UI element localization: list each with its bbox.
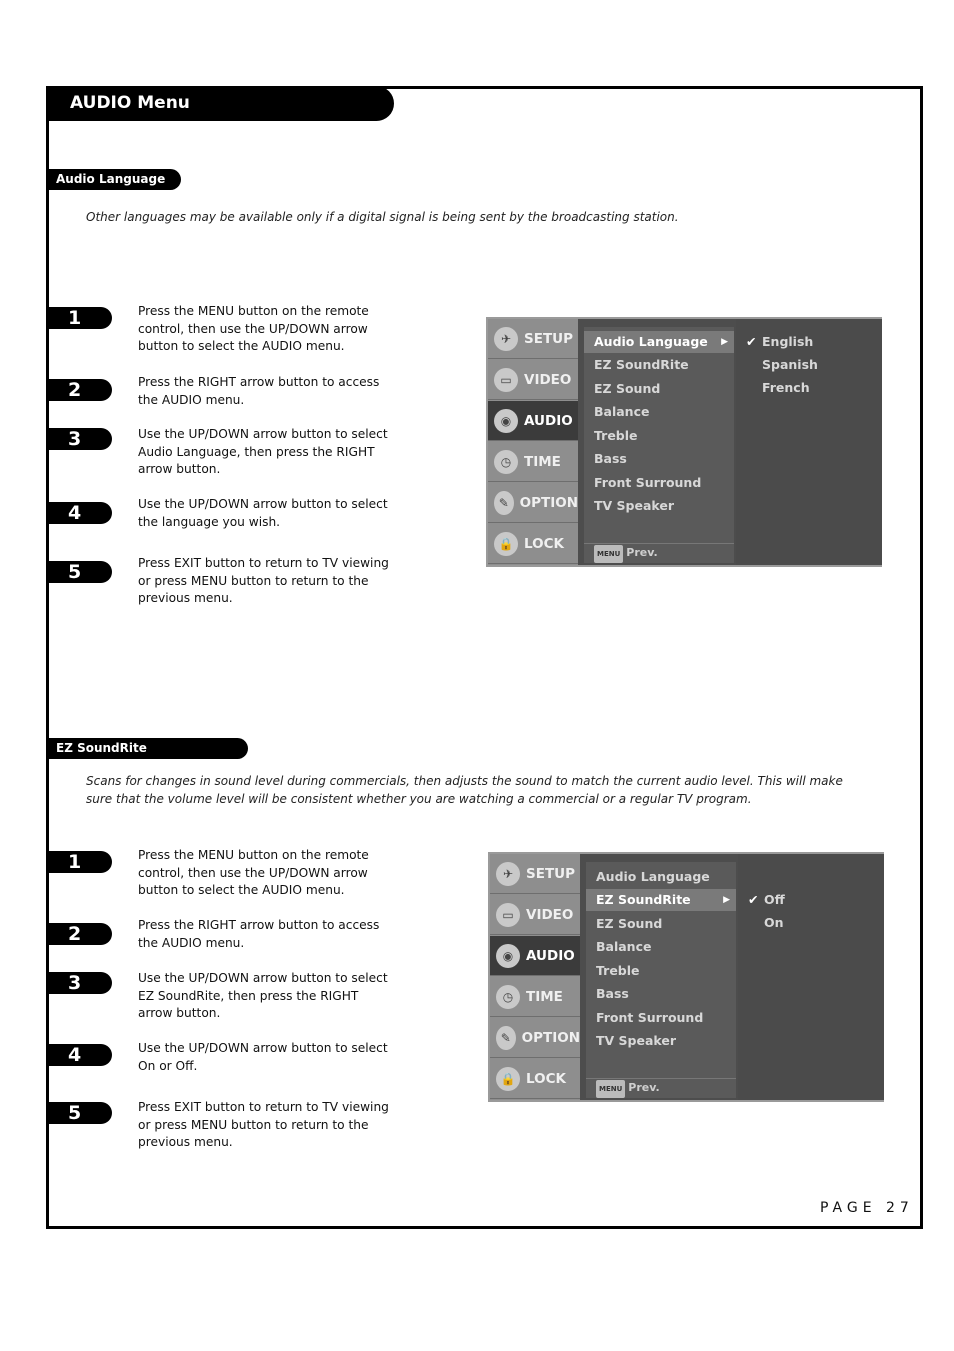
osd-category-lock: 🔒 LOCK bbox=[488, 524, 578, 564]
osd-menu-screenshot bbox=[486, 317, 882, 567]
wrench-icon: ✎ bbox=[496, 1026, 516, 1050]
osd-category-option: ✎ OPTION bbox=[488, 483, 578, 523]
osd-item: Bass bbox=[594, 451, 627, 466]
menu-key-icon: MENU bbox=[594, 545, 623, 563]
clock-icon: ◷ bbox=[496, 985, 520, 1009]
osd-item: EZ Sound bbox=[596, 916, 663, 931]
tv-icon: ▭ bbox=[496, 903, 520, 927]
osd-item: Treble bbox=[594, 428, 638, 443]
step-text: Use the UP/DOWN arrow button to select Audio Language, then press the RIGHT arrow button. bbox=[138, 427, 388, 477]
checkmark-icon: ✔ bbox=[748, 892, 759, 907]
osd-category-setup: ✈ SETUP bbox=[488, 319, 578, 359]
tv-icon: ▭ bbox=[494, 368, 518, 392]
speaker-icon: ◉ bbox=[494, 409, 518, 433]
osd-item: EZ SoundRite ▶ bbox=[586, 889, 736, 911]
osd-category-video: ▭ VIDEO bbox=[490, 895, 580, 935]
osd-prev-hint: MENU Prev. bbox=[584, 543, 734, 561]
osd-item: Audio Language bbox=[596, 869, 710, 884]
osd-item: Front Surround bbox=[594, 475, 702, 490]
osd-prev-hint: MENU Prev. bbox=[586, 1078, 736, 1096]
osd-item: EZ Sound bbox=[594, 381, 661, 396]
page-number: PAGE 27 bbox=[820, 1200, 914, 1216]
osd-item: EZ SoundRite bbox=[594, 357, 689, 372]
osd-item: Balance bbox=[594, 404, 650, 419]
section-tab-ez-soundrite: EZ SoundRite bbox=[46, 738, 248, 759]
osd-category-lock: 🔒 LOCK bbox=[490, 1059, 580, 1099]
page-title: AUDIO Menu bbox=[46, 86, 394, 121]
step-number: 4 bbox=[48, 502, 112, 524]
lock-icon: 🔒 bbox=[496, 1067, 520, 1091]
osd-item: Front Surround bbox=[596, 1010, 704, 1025]
osd-category-setup: ✈ SETUP bbox=[490, 854, 580, 894]
step-text: Press the RIGHT arrow button to access the AUDIO menu. bbox=[138, 918, 380, 950]
satellite-icon: ✈ bbox=[494, 327, 518, 351]
step-number: 1 bbox=[48, 851, 112, 873]
osd-option-selected: ✔ Off bbox=[748, 889, 878, 911]
step-text: Use the UP/DOWN arrow button to select EZ SoundRite, then press the RIGHT arrow button. bbox=[138, 971, 388, 1021]
osd-category-audio: ◉ AUDIO bbox=[488, 401, 578, 441]
osd-option: On bbox=[764, 915, 784, 930]
osd-category-column bbox=[488, 319, 578, 565]
osd-category-audio: ◉ AUDIO bbox=[490, 936, 580, 976]
osd-item: Treble bbox=[596, 963, 640, 978]
step-number: 5 bbox=[48, 1102, 112, 1124]
osd-item: TV Speaker bbox=[594, 498, 675, 513]
step-text: Use the UP/DOWN arrow button to select the language you wish. bbox=[138, 497, 388, 529]
osd-option-list bbox=[738, 854, 884, 1100]
osd-menu-screenshot bbox=[488, 852, 884, 1102]
step-text: Press EXIT button to return to TV viewing or press MENU button to return to the previous menu. bbox=[138, 1100, 389, 1150]
section-tab-audio-language: Audio Language bbox=[46, 169, 181, 190]
step-text: Press the RIGHT arrow button to access the AUDIO menu. bbox=[138, 375, 380, 407]
speaker-icon: ◉ bbox=[496, 944, 520, 968]
osd-category-time: ◷ TIME bbox=[490, 977, 580, 1017]
step-text: Press the MENU button on the remote control, then use the UP/DOWN arrow button to select the AUDIO menu. bbox=[138, 848, 369, 898]
osd-option: Spanish bbox=[762, 357, 818, 372]
step-text: Press the MENU button on the remote control, then use the UP/DOWN arrow button to select the AUDIO menu. bbox=[138, 304, 369, 354]
wrench-icon: ✎ bbox=[494, 491, 514, 515]
step-number: 3 bbox=[48, 428, 112, 450]
osd-item: Bass bbox=[596, 986, 629, 1001]
checkmark-icon: ✔ bbox=[746, 334, 757, 349]
osd-item: Audio Language ▶ bbox=[584, 331, 734, 353]
osd-option-list bbox=[736, 319, 882, 565]
step-text: Use the UP/DOWN arrow button to select On or Off. bbox=[138, 1041, 388, 1073]
osd-option: French bbox=[762, 380, 810, 395]
satellite-icon: ✈ bbox=[496, 862, 520, 886]
step-number: 1 bbox=[48, 307, 112, 329]
menu-key-icon: MENU bbox=[596, 1080, 625, 1098]
osd-category-column bbox=[490, 854, 580, 1100]
triangle-right-icon: ▶ bbox=[723, 895, 730, 905]
osd-option-selected: ✔ English bbox=[746, 331, 876, 353]
step-number: 5 bbox=[48, 561, 112, 583]
osd-item-list bbox=[586, 862, 736, 1098]
osd-item-list bbox=[584, 327, 734, 563]
osd-category-time: ◷ TIME bbox=[488, 442, 578, 482]
step-number: 2 bbox=[48, 923, 112, 945]
osd-item: Balance bbox=[596, 939, 652, 954]
clock-icon: ◷ bbox=[494, 450, 518, 474]
step-text: Press EXIT button to return to TV viewing or press MENU button to return to the previous menu. bbox=[138, 556, 389, 606]
step-number: 3 bbox=[48, 972, 112, 994]
osd-item: TV Speaker bbox=[596, 1033, 677, 1048]
section-note: Scans for changes in sound level during commercials, then adjusts the sound to match the current audio level. This will make sure that the volume level will be consistent whether you are watching a commercial or a regular TV program. bbox=[86, 774, 843, 806]
step-number: 2 bbox=[48, 379, 112, 401]
step-number: 4 bbox=[48, 1044, 112, 1066]
osd-category-option: ✎ OPTION bbox=[490, 1018, 580, 1058]
lock-icon: 🔒 bbox=[494, 532, 518, 556]
triangle-right-icon: ▶ bbox=[721, 337, 728, 347]
osd-category-video: ▭ VIDEO bbox=[488, 360, 578, 400]
section-note: Other languages may be available only if a digital signal is being sent by the broadcasting station. bbox=[86, 210, 679, 224]
